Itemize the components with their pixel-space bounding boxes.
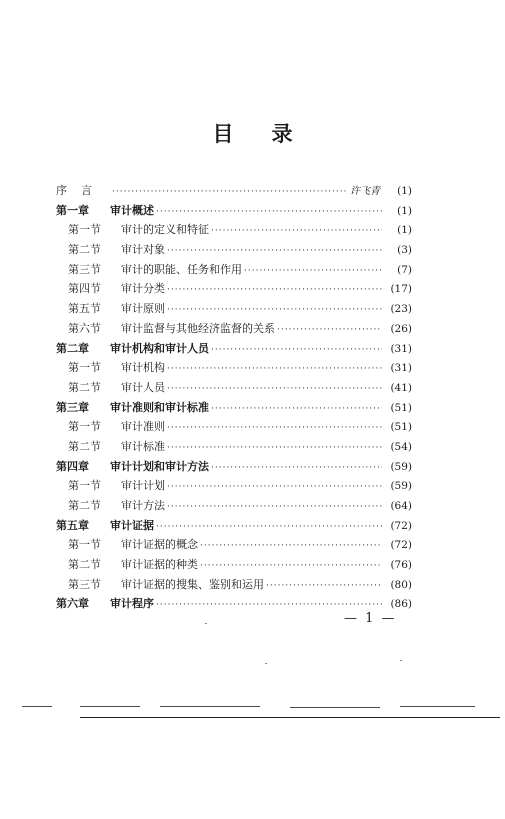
toc-section[interactable]	[56, 477, 412, 497]
page-title: 目录	[212, 121, 331, 146]
dot-leader	[167, 443, 382, 453]
section-page: (76)	[390, 559, 412, 572]
section-label: 第一节	[68, 538, 101, 552]
toc-section[interactable]	[56, 497, 412, 517]
chapter-title: 审计概述	[110, 203, 154, 217]
scan-speck	[205, 623, 207, 624]
section-label: 第二节	[68, 558, 101, 572]
dot-leader	[156, 207, 382, 217]
section-label: 第三节	[68, 577, 101, 591]
toc-preface[interactable]	[56, 182, 412, 202]
dot-leader	[167, 285, 382, 295]
section-label: 第二节	[68, 499, 101, 512]
section-page: (1)	[397, 224, 412, 237]
section-label: 第二节	[68, 439, 101, 453]
section-page: (72)	[390, 539, 412, 552]
chapter-page: (31)	[390, 342, 412, 355]
preface-author: 许飞青	[350, 186, 380, 197]
dot-leader	[156, 522, 382, 532]
section-label: 第一节	[68, 420, 101, 434]
toc-section[interactable]	[56, 280, 412, 300]
scan-line	[290, 707, 380, 708]
dot-leader	[167, 246, 382, 256]
section-label: 第二节	[68, 380, 101, 394]
preface-label: 序言	[56, 184, 106, 197]
section-title: 审计方法	[121, 499, 165, 512]
toc-section[interactable]	[56, 438, 412, 458]
chapter-page: (1)	[397, 204, 412, 217]
chapter-title: 审计计划和审计方法	[110, 459, 209, 473]
toc-section[interactable]	[56, 359, 412, 379]
toc-section[interactable]	[56, 379, 412, 399]
toc-chapter[interactable]	[56, 517, 412, 537]
section-page: (31)	[390, 362, 412, 375]
section-page: (3)	[397, 244, 412, 257]
dot-leader	[156, 600, 382, 610]
dot-leader	[211, 345, 382, 355]
section-page: (41)	[390, 381, 412, 394]
dot-leader	[200, 561, 382, 571]
chapter-label: 第四章	[56, 459, 89, 473]
dot-leader	[167, 305, 382, 315]
chapter-label: 第二章	[56, 341, 89, 355]
table-of-contents	[56, 182, 412, 615]
section-page: (17)	[390, 283, 412, 296]
scan-line	[160, 706, 260, 707]
scan-speck	[400, 660, 402, 661]
dot-leader	[211, 463, 382, 473]
dot-leader	[244, 266, 382, 276]
scan-line	[400, 706, 475, 707]
dot-leader	[211, 226, 382, 236]
preface-page: (1)	[397, 185, 412, 197]
dot-leader	[277, 325, 382, 335]
section-page: (80)	[390, 578, 412, 591]
dot-leader	[167, 482, 382, 492]
section-label: 第二节	[68, 243, 101, 257]
section-title: 审计对象	[121, 243, 165, 257]
dot-leader	[167, 384, 382, 394]
dot-leader	[167, 364, 382, 374]
section-page: (54)	[390, 440, 412, 453]
section-title: 审计的定义和特征	[121, 223, 209, 237]
section-title: 审计原则	[121, 302, 165, 316]
section-title: 审计监督与其他经济监督的关系	[121, 321, 275, 335]
toc-chapter[interactable]	[56, 458, 412, 478]
toc-section[interactable]	[56, 300, 412, 320]
chapter-page: (51)	[390, 401, 412, 414]
chapter-page: (86)	[390, 598, 412, 611]
scan-line	[80, 706, 140, 707]
dot-leader	[200, 541, 382, 551]
dot-leader	[266, 581, 382, 591]
section-page: (59)	[390, 480, 412, 493]
chapter-title: 审计准则和审计标准	[110, 400, 209, 414]
toc-chapter[interactable]	[56, 202, 412, 222]
chapter-label: 第五章	[56, 518, 89, 532]
section-label: 第一节	[68, 361, 101, 375]
section-label: 第五节	[68, 302, 101, 316]
toc-section[interactable]	[56, 576, 412, 596]
section-page: (26)	[390, 322, 412, 335]
dot-leader	[112, 187, 348, 197]
section-label: 第三节	[68, 262, 101, 276]
chapter-title: 审计证据	[110, 518, 154, 532]
page-number: — 1 —	[344, 611, 397, 626]
chapter-label: 第六章	[56, 597, 89, 611]
section-page: (51)	[390, 421, 412, 434]
toc-section[interactable]	[56, 221, 412, 241]
section-title: 审计标准	[121, 439, 165, 453]
section-title: 审计证据的概念	[121, 538, 198, 552]
section-label: 第一节	[68, 223, 101, 237]
section-title: 审计机构	[121, 361, 165, 375]
toc-section[interactable]	[56, 556, 412, 576]
section-title: 审计证据的种类	[121, 558, 198, 572]
scan-line	[80, 717, 500, 718]
toc-section[interactable]	[56, 241, 412, 261]
section-title: 审计分类	[121, 282, 165, 296]
chapter-page: (72)	[390, 519, 412, 532]
toc-chapter[interactable]	[56, 399, 412, 419]
dot-leader	[211, 404, 382, 414]
toc-chapter[interactable]	[56, 340, 412, 360]
section-title: 审计计划	[121, 479, 165, 493]
dot-leader	[167, 423, 382, 433]
section-page: (7)	[397, 263, 412, 276]
section-label: 第四节	[68, 282, 101, 296]
chapter-title: 审计程序	[110, 597, 154, 611]
toc-section[interactable]	[56, 261, 412, 281]
toc-section[interactable]	[56, 320, 412, 340]
section-title: 审计的职能、任务和作用	[121, 262, 242, 276]
dot-leader	[167, 502, 382, 512]
section-page: (23)	[390, 303, 412, 316]
chapter-label: 第三章	[56, 400, 89, 414]
chapter-title: 审计机构和审计人员	[110, 341, 209, 355]
section-label: 第一节	[68, 479, 101, 493]
chapter-label: 第一章	[56, 203, 89, 217]
scan-speck	[265, 663, 267, 664]
toc-section[interactable]	[56, 418, 412, 438]
section-title: 审计准则	[121, 420, 165, 434]
section-label: 第六节	[68, 321, 101, 335]
section-page: (64)	[390, 500, 412, 512]
section-title: 审计人员	[121, 380, 165, 394]
scan-line	[22, 706, 52, 707]
section-title: 审计证据的搜集、鉴别和运用	[121, 577, 264, 591]
chapter-page: (59)	[390, 460, 412, 473]
toc-section[interactable]	[56, 536, 412, 556]
